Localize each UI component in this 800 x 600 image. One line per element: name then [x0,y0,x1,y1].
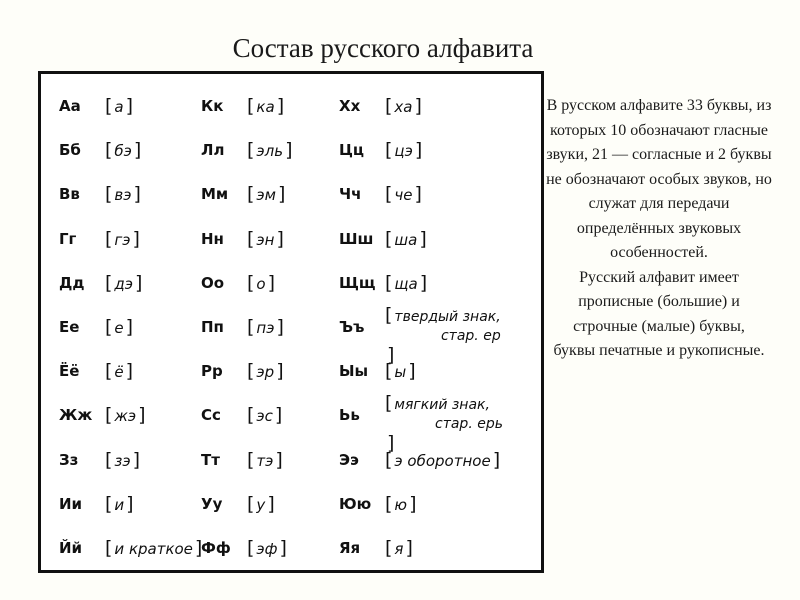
letter-pair: Ьь [339,406,360,425]
alphabet-cell [339,135,422,165]
letter-name: [ о ] [247,272,275,294]
alphabet-cell [201,91,284,121]
alphabet-cell [339,533,413,563]
alphabet-cell [201,445,283,475]
letter-pair: Вв [59,185,80,204]
description-paragraph: Русский алфавит имеет прописные (большие) и строчные (малые) буквы, [573,268,745,335]
letter-pair: Щщ [339,273,376,292]
alphabet-cell [201,533,287,563]
alphabet-cell [59,533,202,563]
letter-pair: Яя [339,539,361,557]
letter-name: [ че ] [385,183,422,205]
letter-pair: Рр [201,362,223,381]
letter-name-line: твердый знак, [394,308,501,325]
alphabet-cell [59,224,140,254]
letter-pair: Ыы [339,362,369,381]
letter-name: [ жэ ] [105,404,146,426]
description-paragraph: В русском алфавите 33 буквы, из которых 10 обозначают гласные звуки, 21 — согласные и 2 буквы не обозначают особых звуков, но служат для передачи определённых звуковых особенностей. [546,97,772,261]
letter-name: [ у ] [247,493,275,515]
alphabet-cell [339,268,427,298]
alphabet-cell [339,308,501,344]
letter-pair: Зз [59,450,79,469]
letter-pair: Оо [201,273,225,292]
letter-pair: Чч [339,185,362,204]
letter-name: [ эль ] [247,139,293,161]
alphabet-cell [339,489,416,519]
letter-pair: Ёё [59,362,80,381]
letter-name: [ ы ] [385,360,416,382]
alphabet-cell [339,179,422,209]
alphabet-cell [59,489,134,519]
alphabet-cell [59,268,142,298]
letter-name: [ а ] [105,95,133,117]
letter-name: [ ша ] [385,228,427,250]
letter-name: [ и краткое ] [105,537,202,559]
letter-pair: Сс [201,406,221,425]
letter-pair: Фф [201,539,231,557]
alphabet-cell [59,91,133,121]
alphabet-cell [339,224,427,254]
letter-name: [ гэ ] [105,228,140,250]
alphabet-cell [201,312,284,342]
alphabet-cell [59,400,146,430]
page-title: Состав русского алфавита [232,33,534,63]
alphabet-cell [201,356,284,386]
letter-pair: Ее [59,318,80,336]
letter-name: [ цэ ] [385,139,422,161]
letter-pair: Цц [339,141,365,160]
alphabet-cell [59,135,141,165]
letter-name: [ дэ ] [105,272,142,294]
alphabet-cell [339,396,503,432]
letter-name-line: стар. ер [440,327,501,344]
letter-name: [ и ] [105,493,134,515]
letter-name: [ тэ ] [247,449,283,471]
letter-name: [ эф ] [247,537,287,559]
description-paragraph: буквы печатные и рукописные. [553,342,765,359]
letter-pair: Тт [201,450,220,469]
alphabet-cell [59,356,133,386]
letter-name: [ вэ ] [105,183,141,205]
letter-pair: Ии [59,494,83,513]
letter-name: [ ща ] [385,272,427,294]
letter-pair: Бб [59,141,81,160]
letter-pair: Лл [201,141,225,160]
letter-pair: Уу [201,494,223,513]
letter-pair: Нн [201,229,224,248]
letter-name: [ ё ] [105,360,133,382]
letter-pair: Хх [339,97,361,115]
letter-pair: Дд [59,273,85,292]
alphabet-cell [339,91,422,121]
letter-pair: Жж [59,406,93,425]
alphabet-table [38,71,544,573]
letter-name: [ эр ] [247,360,284,382]
letter-name: [ я ] [385,537,413,559]
letter-name: [ бэ ] [105,139,141,161]
alphabet-cell [201,268,275,298]
letter-name: [ ка ] [247,95,284,117]
letter-pair: Йй [59,539,83,557]
alphabet-cell [201,489,275,519]
letter-pair: Шш [339,229,374,248]
letter-name: [ э оборотное ] [385,449,500,471]
letter-name: [ эс ] [247,404,282,426]
letter-name: [ зэ ] [105,449,140,471]
alphabet-cell [201,224,284,254]
letter-name-line: стар. ерь [435,415,503,432]
alphabet-cell [59,179,141,209]
alphabet-cell [201,400,282,430]
alphabet-cell [59,445,140,475]
alphabet-cell [59,312,133,342]
alphabet-cell [339,356,416,386]
letter-pair: Пп [201,318,224,336]
letter-pair: Аа [59,97,81,115]
letter-name: [ ха ] [385,95,422,117]
letter-pair: Юю [339,494,372,513]
alphabet-cell [201,135,293,165]
letter-pair: Кк [201,97,224,115]
letter-pair: Ээ [339,450,359,469]
letter-name: [ пэ ] [247,316,284,338]
letter-name: [ е ] [105,316,133,338]
alphabet-cell [201,179,285,209]
alphabet-description [546,94,772,364]
letter-pair: Гг [59,229,77,248]
letter-pair: Ъъ [339,318,365,336]
letter-name: [ эн ] [247,228,284,250]
letter-name: [ ю ] [385,493,416,515]
letter-name-line: мягкий знак, [394,396,490,413]
letter-name: [ эм ] [247,183,285,205]
letter-pair: Мм [201,185,229,204]
alphabet-cell [339,445,500,475]
